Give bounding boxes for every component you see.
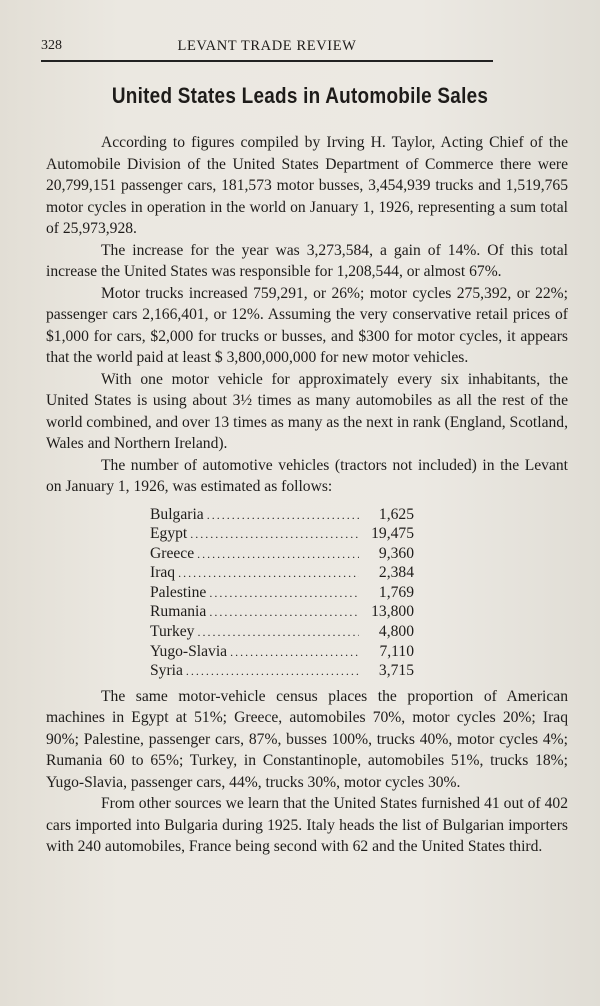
vehicle-count: 1,769 — [378, 583, 414, 601]
table-row — [150, 523, 414, 543]
vehicle-count: 9,360 — [378, 544, 414, 562]
dot-leader — [230, 642, 359, 664]
dot-leader — [207, 505, 359, 527]
paragraph: With one motor vehicle for approximately every six inhabitants, the United States is using about 3½ times as many automobiles as all the rest of the world combined, and over 13 times as many as the next in rank (England, Scotland, Wales and Northern Ireland). — [46, 370, 568, 452]
paragraph: According to figures compiled by Irving H. Taylor, Acting Chief of the Automobile Division of the United States Department of Commerce there were 20,799,151 passenger cars, 181,573 motor busses, 3,454,939 trucks and 1,519,765 motor cycles in operation in the world on January 1, 1926, representing a sum total of 25,973,928. — [46, 134, 568, 237]
table-row — [150, 621, 414, 641]
table-row — [150, 641, 414, 661]
table-row — [150, 601, 414, 621]
page-number: 328 — [41, 38, 62, 53]
table-row — [150, 504, 414, 524]
vehicle-count: 2,384 — [378, 564, 414, 582]
dot-leader — [209, 583, 359, 605]
country-name: Turkey — [150, 623, 195, 641]
vehicle-count: 19,475 — [371, 525, 414, 543]
article-body — [46, 132, 568, 858]
vehicle-count-table — [150, 504, 414, 680]
header-rule — [41, 60, 493, 62]
vehicle-count: 7,110 — [379, 642, 414, 660]
vehicle-count: 4,800 — [378, 623, 414, 641]
running-header — [41, 38, 493, 54]
country-name: Rumania — [150, 603, 207, 621]
country-name: Yugo-Slavia — [150, 642, 228, 660]
dot-leader — [197, 544, 359, 566]
dot-leader — [186, 661, 359, 683]
country-name: Bulgaria — [150, 505, 204, 523]
paragraph: From other sources we learn that the United States furnished 41 out of 402 cars imported into Bulgaria during 1925. Italy heads the list of Bulgarian importers with 240 automobiles, France being second with 62 and the United States third. — [46, 795, 568, 856]
paragraph: The increase for the year was 3,273,584, a gain of 14%. Of this total increase the United States was responsible for 1,208,544, or almost 67%. — [46, 241, 568, 280]
country-name: Egypt — [150, 525, 188, 543]
paragraph: The same motor-vehicle census places the proportion of American machines in Egypt at 51%; Greece, automobiles 70%, motor cycles 20%; Iraq 90%; Palestine, passenger cars, 87%, busses 100%, trucks 40%, motor cycles 4%; Rumania 60 to 65%; Turkey, in Constantinople, automobiles 51%, trucks 18%; Yugo-Slavia, passenger cars, 44%, trucks 30%, motor cycles 30%. — [46, 687, 568, 791]
vehicle-count: 3,715 — [378, 662, 414, 680]
paragraph: Motor trucks increased 759,291, or 26%; motor cycles 275,392, or 22%; passenger cars 2,166,401, or 12%. Assuming the very conservative retail prices of $1,000 for cars, $2,000 for trucks or busses, and $300 for motor cycles, it appears that the world paid at least $ 3,800,000,000 for new motor vehicles. — [46, 284, 568, 366]
country-name: Iraq — [150, 564, 176, 582]
dot-leader — [190, 524, 359, 546]
table-row — [150, 543, 414, 563]
vehicle-count: 13,800 — [371, 603, 414, 621]
article-title: United States Leads in Automobile Sales — [111, 83, 489, 108]
table-row — [150, 562, 414, 582]
table-row — [150, 660, 414, 680]
dot-leader — [209, 602, 359, 624]
journal-title: LEVANT TRADE REVIEW — [177, 38, 357, 54]
country-name: Syria — [150, 662, 183, 680]
vehicle-count: 1,625 — [378, 505, 414, 523]
paragraph: The number of automotive vehicles (tractors not included) in the Levant on January 1, 1926, was estimated as follows: — [46, 456, 568, 495]
table-row — [150, 582, 414, 602]
country-name: Palestine — [150, 583, 207, 601]
country-name: Greece — [150, 544, 195, 562]
